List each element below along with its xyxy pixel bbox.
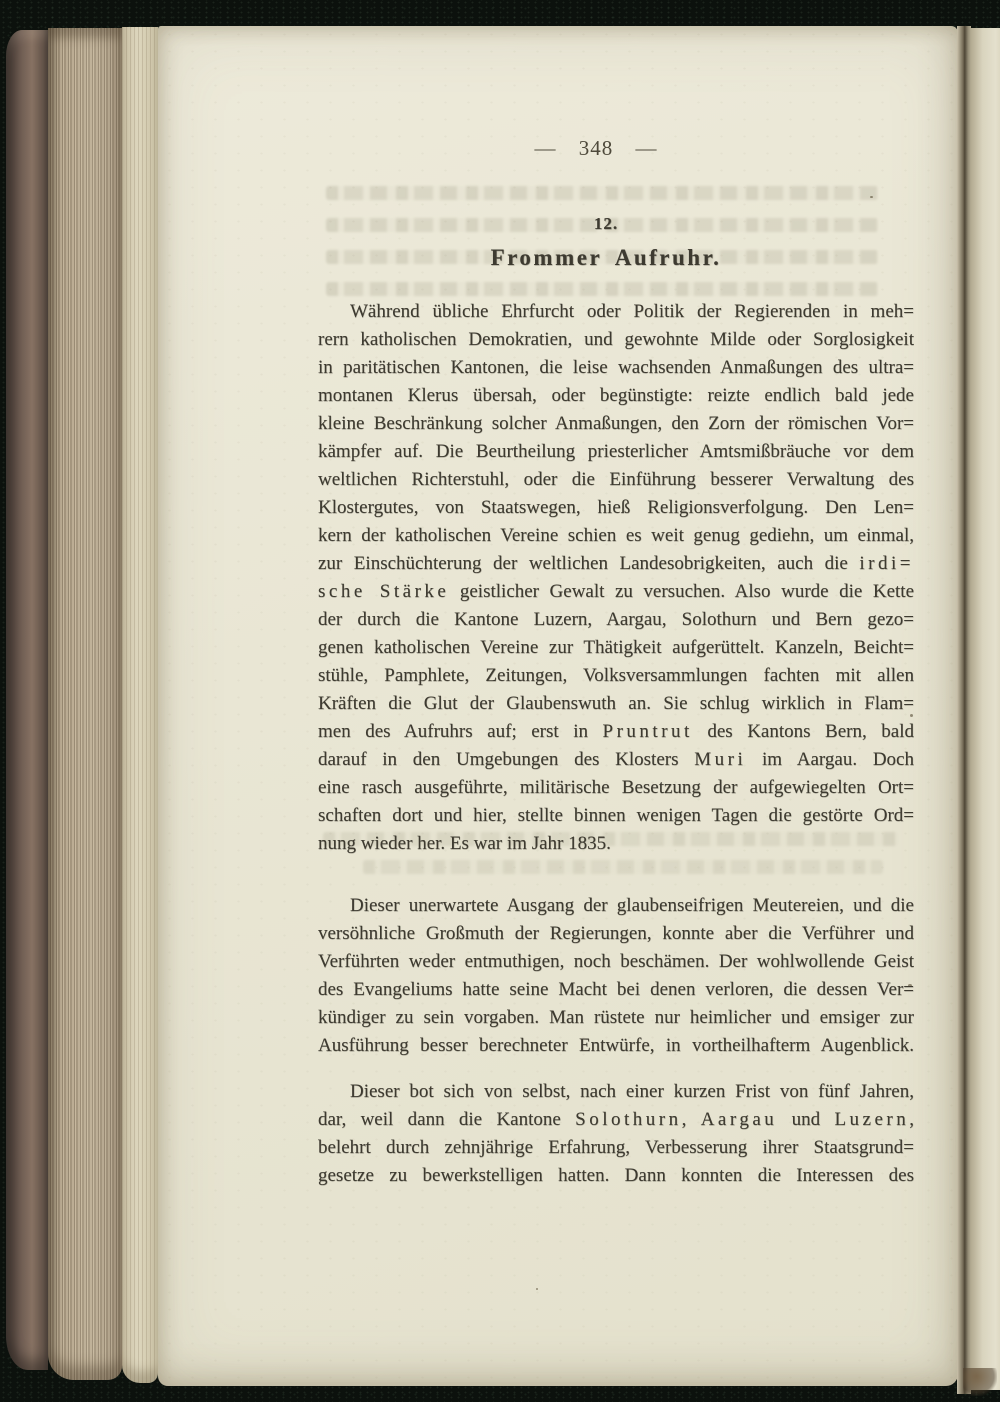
text-block xyxy=(318,298,914,1190)
text-line: Ausführung besser berechneter Entwürfe, in vortheilhafterm Augenblick. xyxy=(318,1035,914,1056)
text-line: kern der katholischen Vereine schien es weit genug gediehn, um einmal, xyxy=(318,525,914,546)
text-line: rern katholischen Demokratien, und gewohnte Milde oder Sorglosigkeit xyxy=(318,329,914,350)
text-line: genen katholischen Vereine zur Thätigkeit aufgerüttelt. Kanzeln, Beicht= xyxy=(318,637,914,658)
text-line: belehrt durch zehnjährige Erfahrung, Verbesserung ihrer Staatsgrund= xyxy=(318,1137,914,1158)
text-line: zur Einschüchterung der weltlichen Landesobrigkeiten, auch die irdi= xyxy=(318,553,914,574)
text-line: Kräften die Glut der Glaubenswuth an. Sie schlug wirklich in Flam= xyxy=(318,693,914,714)
text-line: der durch die Kantone Luzern, Aargau, Solothurn und Bern gezo= xyxy=(318,609,914,630)
letterspaced-word: Pruntrut xyxy=(602,721,693,742)
letterspaced-word: Aargau xyxy=(700,1109,778,1130)
chapter-title: Frommer Aufruhr. xyxy=(490,245,722,270)
text-line: Klostergutes, von Staatswegen, hieß Religionsverfolgung. Den Len= xyxy=(318,497,914,518)
text-line: kämpfer auf. Die Beurtheilung priesterlicher Amtsmißbräuche vor dem xyxy=(318,441,914,462)
book-page xyxy=(158,26,958,1386)
page-edge-highlight xyxy=(122,27,158,1383)
section-number: 12. xyxy=(593,214,619,233)
text-line: Verführten weder entmuthigen, noch beschämen. Der wohlwollende Geist xyxy=(318,951,914,972)
text-line: eine rasch ausgeführte, militärische Besetzung der aufgewiegelten Ort= xyxy=(318,777,914,798)
text-line: dar, weil dann die Kantone Solothurn, Aargau und Luzern, xyxy=(318,1109,914,1130)
page-edge-stack xyxy=(48,28,122,1380)
letterspaced-word: sche Stärke xyxy=(318,581,450,602)
text-line: in paritätischen Kantonen, die leise wachsenden Anmaßungen des ultra= xyxy=(318,357,914,378)
text-line: Während übliche Ehrfurcht oder Politik der Regierenden in meh= xyxy=(350,301,914,322)
text-line: des Evangeliums hatte seine Macht bei denen verloren, die dessen Ver= xyxy=(318,979,914,1000)
paragraph xyxy=(318,892,914,1060)
page-number: — 348 — xyxy=(534,136,658,160)
letterspaced-word: Luzern xyxy=(834,1109,910,1130)
text-line: Dieser bot sich von selbst, nach einer kurzen Frist von fünf Jahren, xyxy=(350,1081,914,1102)
text-line: montanen Klerus übersah, oder begünstigte: reizte endlich bald jede xyxy=(318,385,914,406)
text-line: sche Stärke geistlicher Gewalt zu versuchen. Also wurde die Kette xyxy=(318,581,914,602)
text-line: weltlichen Richterstuhl, oder die Einführung besserer Verwaltung des xyxy=(318,469,914,490)
text-line: kündiger zu sein vorgaben. Man rüstete nur heimlicher und emsiger zur xyxy=(318,1007,914,1028)
page-content xyxy=(318,26,914,1386)
text-line: versöhnliche Großmuth der Regierungen, konnte aber die Verführer und xyxy=(318,923,914,944)
paragraph xyxy=(318,1078,914,1190)
text-line: Dieser unerwartete Ausgang der glaubenseifrigen Meutereien, und die xyxy=(350,895,914,916)
letterspaced-word: Solothurn xyxy=(575,1109,682,1130)
text-line: stühle, Pamphlete, Zeitungen, Volksversammlungen fachten mit allen xyxy=(318,665,914,686)
text-line: gesetze zu bewerkstelligen hatten. Dann konnten die Interessen des xyxy=(318,1165,914,1186)
text-line: darauf in den Umgebungen des Klosters Muri im Aargau. Doch xyxy=(318,749,914,770)
text-line: nung wieder her. Es war im Jahr 1835. xyxy=(318,833,611,854)
page-gap-shadow xyxy=(957,26,971,1394)
text-line: kleine Beschränkung solcher Anmaßungen, den Zorn der römischen Vor= xyxy=(318,413,914,434)
paragraph xyxy=(318,298,914,858)
text-line: men des Aufruhrs auf; erst in Pruntrut des Kantons Bern, bald xyxy=(318,721,914,742)
book-cover-edge xyxy=(6,30,48,1370)
adjacent-page-edge xyxy=(971,28,1000,1390)
letterspaced-word: Muri xyxy=(694,749,747,770)
text-line: schaften dort und hier, stellte binnen wenigen Tagen die gestörte Ord= xyxy=(318,805,914,826)
letterspaced-word: irdi= xyxy=(859,553,914,574)
